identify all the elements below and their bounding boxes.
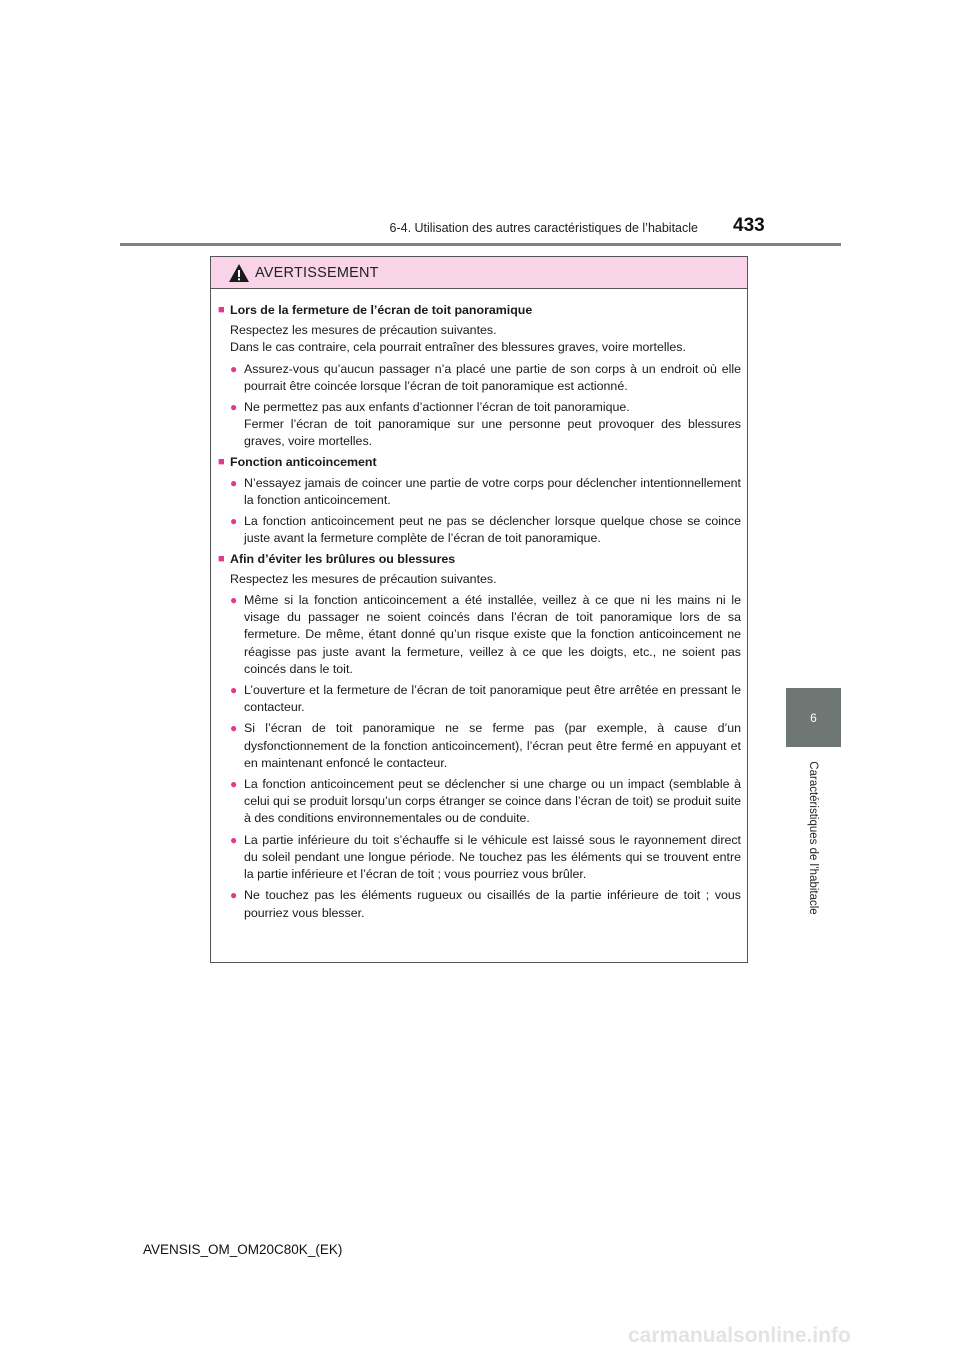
round-bullet-icon: ●: [230, 683, 238, 698]
page-number: 433: [733, 215, 765, 236]
list-item: [218, 887, 741, 921]
round-bullet-icon: ●: [230, 475, 238, 490]
list-item-text: La partie inférieure du toit s’échauffe si le véhicule est laissé sous le rayonnement direct du soleil pendant une longue période. Ne touchez pas les éléments qui se trouvent entre la partie inférieure et l’écran de toit ; vous pourriez vous brûler.: [244, 832, 741, 882]
list-item-text: N’essayez jamais de coincer une partie de votre corps pour déclencher intentionnellement la fonction anticoincement.: [244, 475, 741, 508]
list-item: [218, 399, 741, 451]
square-bullet-icon: ■: [218, 455, 225, 468]
header-rule: [120, 243, 841, 246]
list-item-text: Ne touchez pas les éléments rugueux ou cisaillés de la partie inférieure de toit ; vous pourriez vous blesser.: [244, 888, 741, 920]
chapter-tab: [786, 688, 841, 747]
section-heading-text: Lors de la fermeture de l’écran de toit panoramique: [230, 303, 533, 317]
chapter-label: Caractéristiques de l’habitacle: [807, 761, 819, 915]
list-item-text: La fonction anticoincement peut se déclencher si une charge ou un impact (semblable à celui qui se produit lorsqu’un corps étranger se coince dans l’écran de toit) se produit suite à des conditions environnementales ou de conduite.: [244, 777, 741, 826]
warning-header: [211, 257, 747, 289]
list-item-text: Même si la fonction anticoincement a été installée, veillez à ce que ni les mains ni le visage du passager ne soient coincés dans l’écran de toit panoramique lors de sa fermeture. De même, étant donné qu’un risque existe que la fonction anticoincement ne réagisse pas juste avant la fermeture, veillez à ce que les doigts, etc., ne soient pas coincés dans le toit.: [244, 593, 741, 676]
chapter-number: 6: [810, 710, 817, 725]
list-item: [218, 592, 741, 678]
section-heading-text: Afin d’éviter les brûlures ou blessures: [230, 551, 456, 566]
list-item-text: Assurez-vous qu’aucun passager n’a placé une partie de son corps à un endroit où elle pourrait être coincée lorsque l’écran de toit panoramique est actionné.: [244, 361, 741, 393]
section-heading: [218, 454, 741, 471]
square-bullet-icon: ■: [218, 304, 225, 316]
round-bullet-icon: ●: [230, 888, 238, 903]
warning-body: [211, 289, 747, 922]
list-item-text: La fonction anticoincement peut ne pas se déclencher lorsque quelque chose se coince juste avant la fermeture complète de l’écran de toit panoramique.: [244, 514, 741, 546]
list-item-text: L’ouverture et la fermeture de l’écran de toit panoramique peut être arrêtée en pressant le contacteur.: [244, 683, 741, 715]
section-intro: Dans le cas contraire, cela pourrait entraîner des blessures graves, voire mortelles.: [230, 340, 686, 355]
list-item-text: Si l’écran de toit panoramique ne se ferme pas (par exemple, à cause d’un dysfonctionnement de la fonction anticoincement), l’écran peut être fermé en appuyant et en maintenant enfoncé le contacteur.: [244, 721, 741, 770]
list-item: [218, 361, 741, 395]
list-item: [218, 513, 741, 547]
list-item: [218, 682, 741, 716]
section-heading: [218, 302, 741, 319]
list-item-text: Ne permettez pas aux enfants d’actionner l’écran de toit panoramique. Fermer l’écran de toit panoramique sur une personne peut provoquer des blessures graves, voire mortelles.: [244, 400, 741, 449]
list-item: [218, 475, 741, 509]
section-intro: Respectez les mesures de précaution suivantes.: [230, 571, 497, 586]
warning-box: [210, 256, 748, 963]
round-bullet-icon: ●: [230, 777, 238, 792]
round-bullet-icon: ●: [230, 400, 238, 415]
section-title: 6-4. Utilisation des autres caractéristiques de l’habitacle: [389, 221, 698, 235]
round-bullet-icon: ●: [230, 361, 238, 376]
square-bullet-icon: ■: [218, 552, 225, 565]
watermark: carmanualsonline.info: [628, 1324, 851, 1347]
list-item: [218, 832, 741, 884]
round-bullet-icon: ●: [230, 721, 238, 736]
round-bullet-icon: ●: [230, 832, 238, 847]
round-bullet-icon: ●: [230, 593, 238, 608]
section-heading-text: Fonction anticoincement: [230, 454, 377, 469]
model-code: AVENSIS_OM_OM20C80K_(EK): [143, 1242, 343, 1257]
list-item: [218, 720, 741, 772]
list-item: [218, 776, 741, 828]
warning-title: AVERTISSEMENT: [255, 264, 379, 281]
round-bullet-icon: ●: [230, 514, 238, 529]
section-intro: Respectez les mesures de précaution suivantes.: [230, 323, 497, 338]
section-heading: [218, 551, 741, 568]
warning-triangle-icon: [228, 263, 250, 283]
